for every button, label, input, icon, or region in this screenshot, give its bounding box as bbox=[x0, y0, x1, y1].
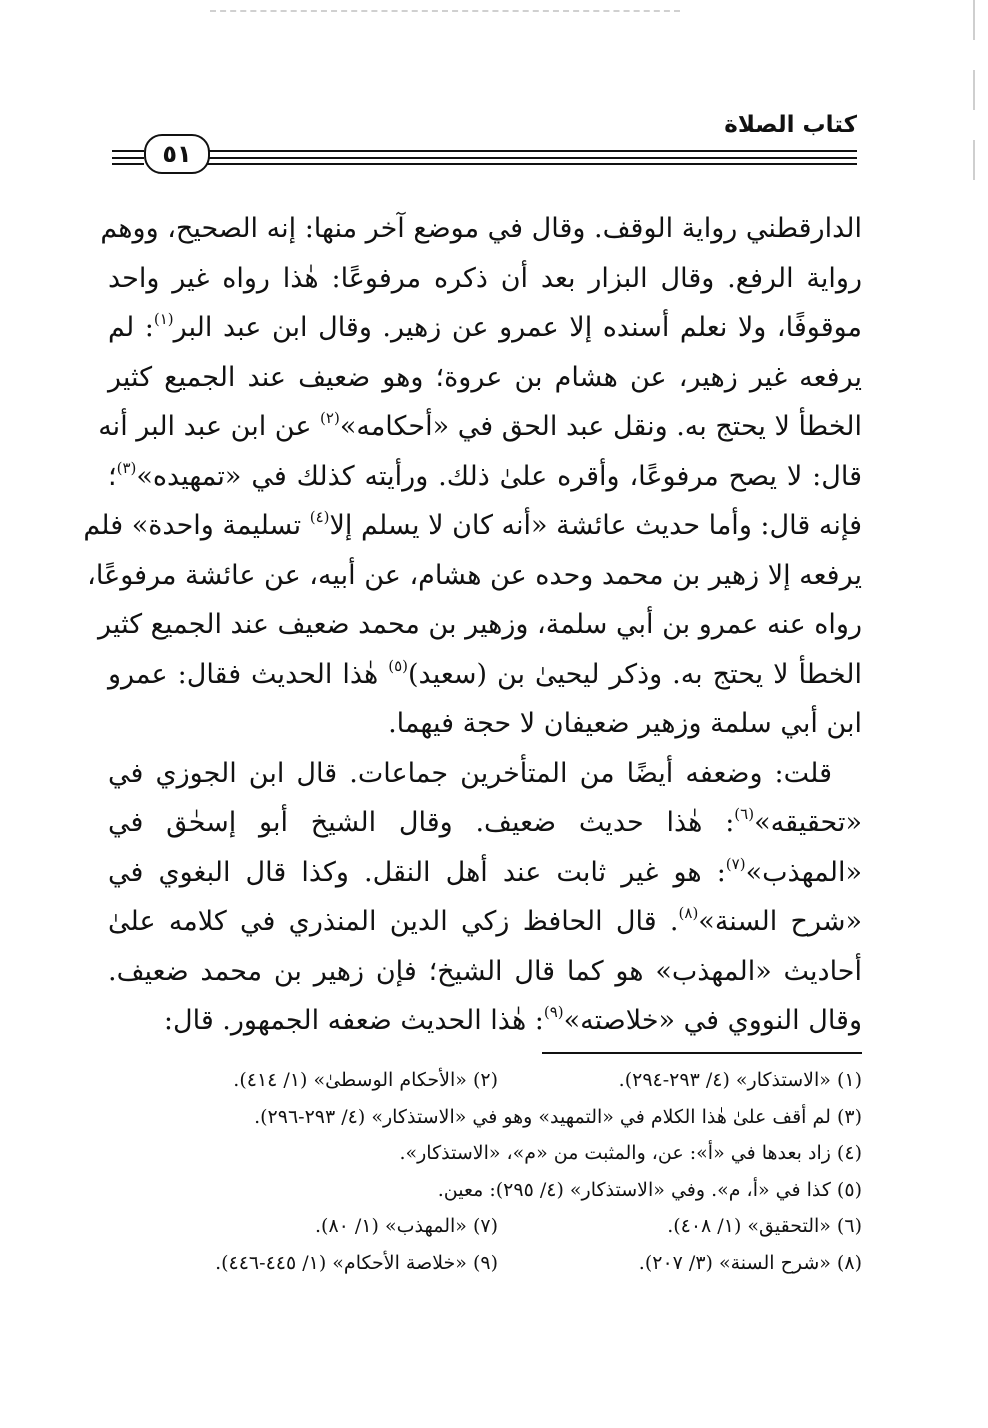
text-run: . قال الحافظ زكي الدين المنذري في كلامه علىٰ bbox=[108, 906, 679, 937]
text-run: : هٰذا الحديث ضعفه الجمهور. قال: bbox=[163, 1005, 544, 1036]
text-run: الخطأ لا يحتج به. ونقل عبد الحق في «أحكامه» bbox=[339, 411, 862, 442]
footnote-ref: (٣) bbox=[116, 458, 137, 477]
page-header bbox=[112, 108, 857, 178]
footnote-ref: (٤) bbox=[309, 508, 330, 526]
text-run: «شرح السنة» bbox=[698, 906, 862, 937]
footnote-row bbox=[108, 1062, 862, 1099]
text-run: «تحقيقه» bbox=[754, 807, 862, 838]
text-line bbox=[108, 996, 862, 1046]
footnote-row bbox=[108, 1245, 862, 1282]
footnote: (١) «الاستذكار» (٤/ ٢٩٣-٢٩٤). bbox=[618, 1069, 862, 1091]
footnote-ref: (٢) bbox=[320, 409, 340, 427]
footnote: (٧) «المهذب» (١/ ٨٠). bbox=[314, 1215, 498, 1237]
text-run: أحاديث «المهذب» هو كما قال الشيخ؛ فإن زهير بن محمد ضعيف. bbox=[108, 955, 862, 987]
text-line bbox=[108, 353, 862, 403]
footnote-ref: (٩) bbox=[543, 1003, 564, 1021]
text-run: «المهذب» bbox=[745, 856, 862, 888]
header-rule bbox=[205, 157, 857, 159]
text-run: : هو غير ثابت عند أهل النقل. وكذا قال البغوي في bbox=[108, 856, 726, 888]
scan-edge-marks bbox=[973, 0, 976, 1428]
text-run: ؛ bbox=[108, 460, 117, 492]
header-rule bbox=[205, 150, 857, 152]
header-rule bbox=[205, 163, 857, 165]
header-rule bbox=[112, 163, 144, 165]
footnote-ref: (٥) bbox=[388, 656, 408, 675]
header-rule bbox=[112, 157, 144, 159]
text-line bbox=[108, 798, 862, 848]
footnote-row bbox=[108, 1172, 862, 1209]
text-run: : لم bbox=[108, 312, 154, 343]
text-run: الدارقطني رواية الوقف. وقال في موضع آخر منها: إنه الصحيح، ووهم bbox=[100, 213, 862, 244]
footnote: (٣) لم أقف علىٰ هٰذا الكلام في «التمهيد» وهو في «الاستذكار» (٤/ ٢٩٣-٢٩٦). bbox=[254, 1105, 862, 1128]
text-run: فإنه قال: وأما حديث عائشة «أنه كان لا يسلم إلا bbox=[329, 510, 862, 541]
text-line bbox=[87, 551, 862, 601]
header-rule bbox=[112, 150, 144, 152]
text-line bbox=[108, 699, 862, 749]
main-text bbox=[83, 204, 863, 1046]
text-run: عن ابن عبد البر أنه bbox=[98, 411, 321, 442]
text-line bbox=[83, 501, 862, 551]
footnote-separator bbox=[542, 1052, 862, 1054]
footnote-ref: (٦) bbox=[734, 805, 755, 823]
text-run: : هٰذا حديث ضعيف. وقال الشيخ أبو إسحٰق في bbox=[108, 807, 735, 838]
text-run: موقوفًا، ولا نعلم أسنده إلا عمرو عن زهير. وقال ابن عبد البر bbox=[173, 312, 863, 343]
text-run: يرفعه غير زهير، عن هشام بن عروة؛ وهو ضعيف عند الجميع كثير bbox=[108, 361, 862, 393]
text-run: الخطأ لا يحتج به. وذكر ليحيىٰ بن (سعيد) bbox=[407, 658, 862, 690]
text-line bbox=[108, 897, 862, 947]
text-run: يرفعه إلا زهير بن محمد وحده عن هشام، عن أبيه، عن عائشة مرفوعًا، bbox=[87, 559, 862, 591]
text-line bbox=[108, 303, 862, 353]
footnote: (٤) زاد بعدها في «أ»: عن، والمثبت من «م»، «الاستذكار». bbox=[399, 1142, 862, 1164]
footnote: (٦) «التحقيق» (١/ ٤٠٨). bbox=[667, 1215, 862, 1237]
text-line bbox=[108, 452, 862, 502]
footnote: (٩) «خلاصة الأحكام» (١/ ٤٤٥-٤٤٦). bbox=[215, 1251, 498, 1274]
footnote: (٢) «الأحكام الوسطىٰ» (١/ ٤١٤). bbox=[233, 1069, 498, 1091]
text-run: ابن أبي سلمة وزهير ضعيفان لا حجة فيهما. bbox=[388, 708, 862, 739]
text-line bbox=[108, 254, 862, 304]
scan-artifact-dashes bbox=[210, 10, 680, 12]
text-line bbox=[100, 204, 862, 254]
text-run: قال: لا يصح مرفوعًا، وأقره علىٰ ذلك. ورأيته كذلك في «تمهيده» bbox=[136, 460, 862, 492]
running-title: كتاب الصلاة bbox=[724, 112, 857, 138]
footnote-ref: (١) bbox=[153, 310, 174, 328]
page-number: ٥١ bbox=[144, 134, 210, 174]
text-run: رواية الرفع. وقال البزار بعد أن ذكره مرفوعًا: هٰذا رواه غير واحد bbox=[108, 262, 862, 294]
text-run: هٰذا الحديث فقال: عمرو bbox=[108, 658, 389, 690]
footnote: (٥) كذا في «أ، م». وفي «الاستذكار» (٤/ ٢٩٥): معين. bbox=[437, 1178, 862, 1201]
footnote-row bbox=[108, 1208, 862, 1245]
text-run: وقال النووي في «خلاصته» bbox=[563, 1005, 862, 1036]
text-line bbox=[98, 402, 862, 452]
text-run: قلت: وضعفه أيضًا من المتأخرين جماعات. قال ابن الجوزي في bbox=[108, 757, 832, 789]
text-line bbox=[108, 650, 862, 700]
footnote-ref: (٨) bbox=[678, 904, 699, 922]
text-line bbox=[98, 600, 862, 650]
text-line bbox=[108, 848, 862, 898]
footnote-row bbox=[108, 1135, 862, 1172]
footnote: (٨) «شرح السنة» (٣/ ٢٠٧). bbox=[638, 1251, 862, 1274]
footnote-row bbox=[108, 1099, 862, 1136]
text-line bbox=[108, 947, 862, 997]
text-run: رواه عنه عمرو بن أبي سلمة، وزهير بن محمد ضعيف عند الجميع كثير bbox=[98, 609, 862, 640]
footnote-ref: (٧) bbox=[725, 854, 746, 873]
text-line bbox=[108, 749, 862, 799]
text-run: تسليمة واحدة» فلم bbox=[83, 510, 310, 541]
footnotes bbox=[108, 1062, 862, 1281]
